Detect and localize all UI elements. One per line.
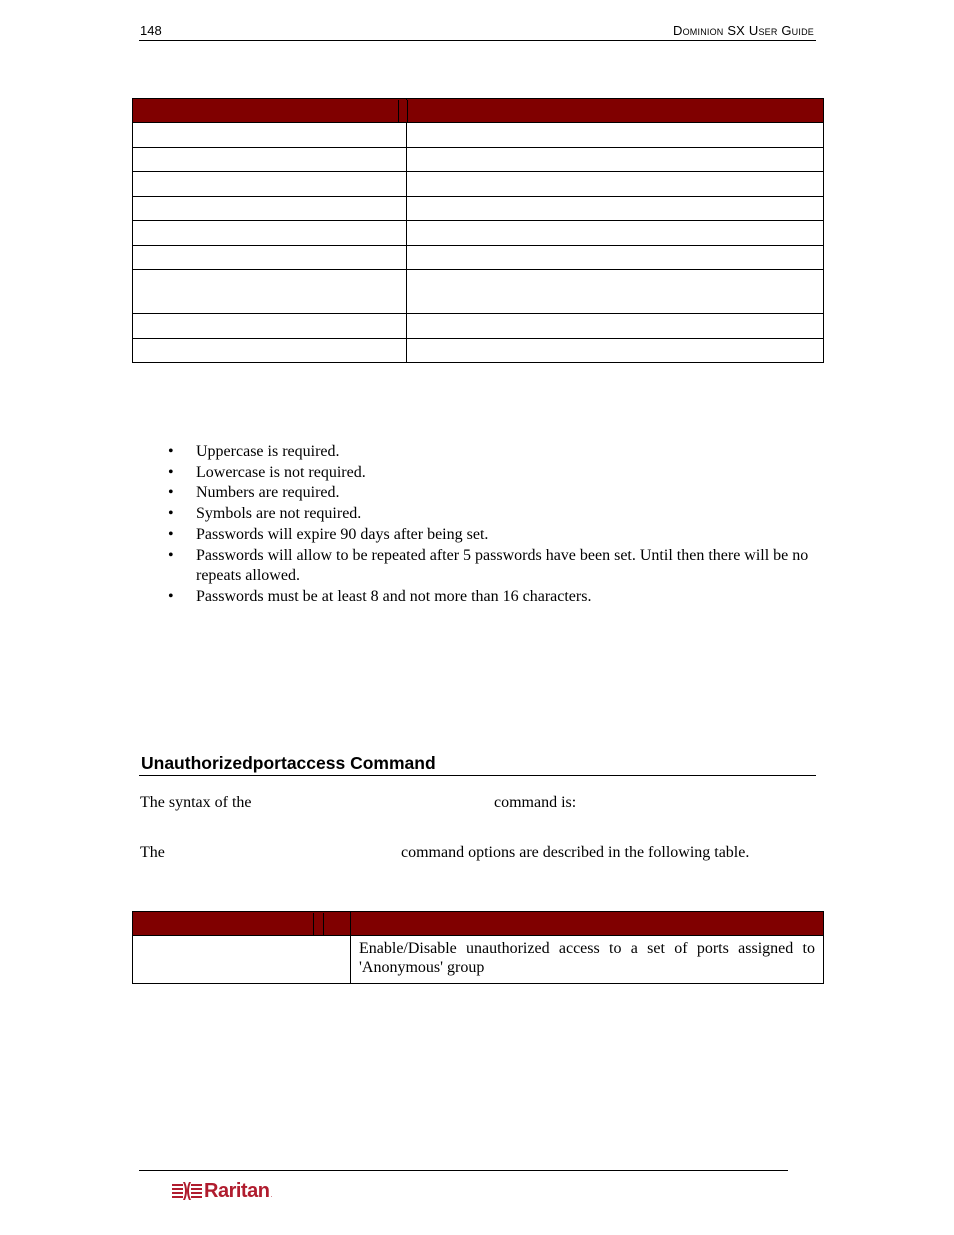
footer-rule [139, 1170, 788, 1171]
table-cell [407, 245, 824, 270]
list-item [168, 463, 816, 484]
list-item-text: Symbols are not required. [196, 505, 362, 523]
table-header-row [133, 99, 824, 123]
list-item [168, 504, 816, 525]
raritan-logo-mark-icon [172, 1180, 202, 1202]
table-cell [133, 221, 407, 246]
table-cell [407, 147, 824, 172]
bullet-icon: • [168, 587, 174, 605]
table-cell [133, 123, 407, 148]
section-heading: Unauthorizedportaccess Command [139, 752, 816, 776]
table-cell [407, 172, 824, 197]
header-notch [313, 913, 324, 935]
table-header-cell [407, 99, 824, 123]
bullet-icon: • [168, 505, 174, 523]
raritan-logo [172, 1178, 272, 1204]
table-header-cell [351, 912, 824, 936]
options-text-prefix: The [140, 844, 165, 861]
table-cell [407, 123, 824, 148]
table-cell [133, 172, 407, 197]
table-header-row [133, 912, 824, 936]
list-item [168, 525, 816, 546]
table-row [133, 936, 824, 984]
table-row [133, 147, 824, 172]
table-row [133, 172, 824, 197]
table-header-cell [133, 99, 407, 123]
options-text-suffix: command options are described in the following table. [401, 844, 750, 861]
table-row [133, 123, 824, 148]
table-cell [133, 196, 407, 221]
table-cell [407, 314, 824, 339]
list-item-text: Passwords must be at least 8 and not more than 16 characters. [196, 587, 592, 605]
options-table [132, 911, 824, 984]
option-description: Enable/Disable unauthorized access to a set of ports assigned to 'Anonymous' group [351, 936, 824, 984]
list-item [168, 587, 816, 608]
page-header [139, 20, 816, 41]
list-item-text: Passwords will expire 90 days after being set. [196, 525, 489, 543]
logo-text: Raritan. [204, 1179, 272, 1202]
option-cell [133, 936, 351, 984]
password-policy-table [132, 98, 824, 363]
list-item [168, 442, 816, 463]
table-row [133, 245, 824, 270]
bullet-icon: • [168, 484, 174, 502]
table-row [133, 338, 824, 363]
header-notch [398, 100, 408, 122]
table-cell [407, 270, 824, 314]
table-cell [133, 338, 407, 363]
list-item-text: Numbers are required. [196, 484, 340, 502]
password-rules-list [168, 442, 816, 608]
table-cell [133, 245, 407, 270]
list-item-text: Lowercase is not required. [196, 463, 366, 481]
guide-title: Dominion SX User Guide [673, 23, 814, 38]
bullet-icon: • [168, 525, 174, 543]
table-row [133, 270, 824, 314]
table-cell [133, 270, 407, 314]
table-row [133, 221, 824, 246]
bullet-icon: • [168, 463, 174, 481]
table-cell [407, 196, 824, 221]
table-cell [407, 221, 824, 246]
table-cell [133, 147, 407, 172]
list-item-text: Uppercase is required. [196, 443, 340, 460]
bullet-icon: • [168, 443, 174, 460]
page-number: 148 [140, 23, 162, 38]
syntax-text-suffix: command is: [494, 794, 577, 811]
bullet-icon: • [168, 546, 174, 564]
list-item [168, 483, 816, 504]
list-item-text: Passwords will allow to be repeated after 5 passwords have been set. Until then there will be no repeats allowed. [196, 546, 809, 585]
table-cell [407, 338, 824, 363]
syntax-text-prefix: The syntax of the [140, 794, 252, 811]
table-row [133, 314, 824, 339]
list-item [168, 546, 816, 587]
table-cell [133, 314, 407, 339]
table-row [133, 196, 824, 221]
